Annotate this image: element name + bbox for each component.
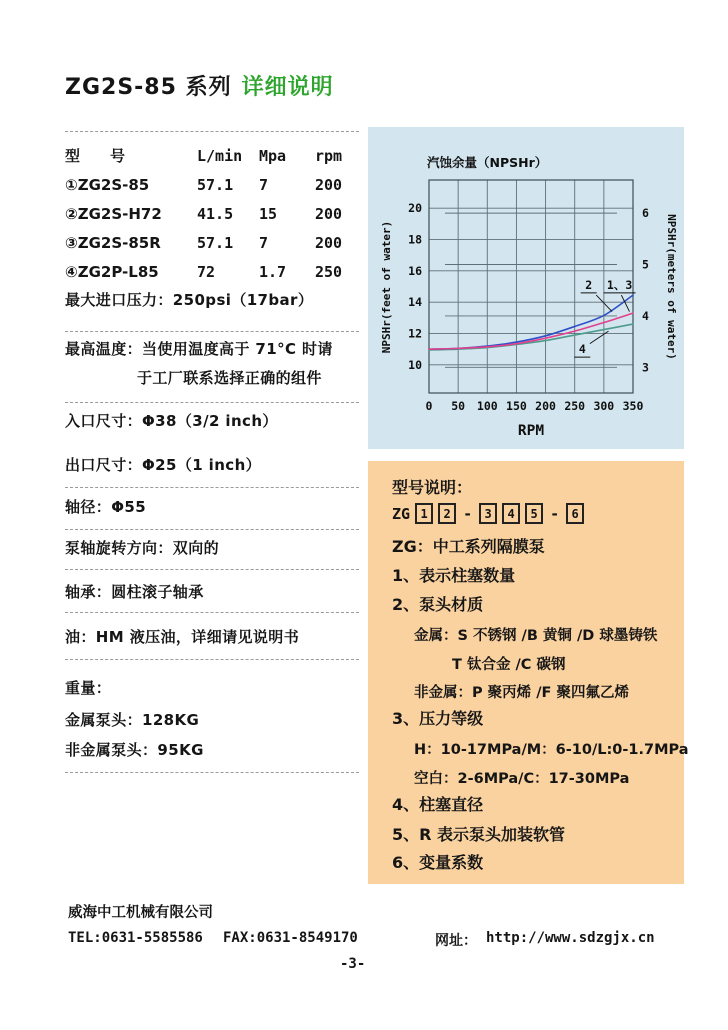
svg-text:NPSHr(feet of water): NPSHr(feet of water): [380, 220, 393, 354]
svg-text:200: 200: [535, 399, 556, 413]
svg-text:0: 0: [425, 399, 433, 413]
svg-text:3: 3: [642, 360, 649, 375]
table-row-mpa: 1.7: [259, 263, 287, 281]
model-code-box-4: 4: [502, 503, 520, 524]
model-panel-title: 型号说明：: [392, 478, 473, 497]
table-row-lmin: 57.1: [197, 176, 234, 194]
table-row-model: ②ZG2S-H72: [65, 205, 162, 223]
svg-text:汽蚀余量（NPSHr）: 汽蚀余量（NPSHr）: [427, 155, 548, 170]
footer-tel: TEL:0631-5585586: [68, 930, 203, 946]
model-panel-line: 6、变量系数: [392, 853, 484, 872]
table-header-lmin: L/min: [197, 147, 243, 165]
spec-table: [65, 146, 365, 282]
model-panel-line: 非金属：P 聚丙烯 /F 聚四氟乙烯: [414, 685, 629, 701]
svg-text:50: 50: [451, 399, 466, 413]
model-code-box-1: 1: [415, 503, 433, 524]
spec-shaft-diameter: 轴径：Φ55: [65, 498, 147, 516]
title-model: ZG2S-85 系列: [65, 75, 232, 100]
spec-bearing: 轴承：圆柱滚子轴承: [65, 583, 204, 601]
svg-text:5: 5: [642, 257, 649, 272]
svg-text:1、3: 1、3: [606, 277, 633, 292]
footer-web-url: http://www.sdzgjx.cn: [486, 930, 655, 946]
model-code-panel: [368, 461, 689, 884]
spec-weight-metal: 金属泵头：128KG: [65, 711, 200, 729]
spec-max-temp-line1: 最高温度：当使用温度高于 71°C 时请: [65, 340, 333, 358]
spec-weight-title: 重量：: [65, 679, 112, 697]
footer-fax: FAX:0631-8549170: [223, 930, 358, 946]
svg-text:4: 4: [578, 342, 586, 357]
table-row-lmin: 72: [197, 263, 216, 281]
model-code-dash: -: [550, 504, 560, 523]
svg-text:14: 14: [408, 295, 422, 310]
model-code-box-6: 6: [566, 503, 584, 524]
table-row-rpm: 200: [315, 234, 343, 252]
spec-inlet-size: 入口尺寸：Φ38（3/2 inch）: [65, 412, 278, 430]
npshr-chart-panel: [368, 127, 684, 449]
spec-outlet-size: 出口尺寸：Φ25（1 inch）: [65, 456, 262, 474]
page-title: [65, 70, 334, 101]
svg-text:150: 150: [506, 399, 527, 413]
model-code-box-5: 5: [525, 503, 543, 524]
spec-max-temp-line2: 于工厂联系选择正确的组件: [137, 369, 322, 387]
table-header-model: 型 号: [65, 147, 126, 165]
model-code-line: [392, 503, 584, 524]
model-panel-line: 金属：S 不锈钢 /B 黄铜 /D 球墨铸铁: [414, 628, 658, 644]
model-code-box-3: 3: [479, 503, 497, 524]
model-panel-line: H：10-17MPa/M：6-10/L:0-1.7MPa: [414, 742, 689, 758]
title-subtitle: 详细说明: [241, 75, 334, 100]
table-row-lmin: 57.1: [197, 234, 234, 252]
table-row-model: ④ZG2P-L85: [65, 263, 159, 281]
svg-text:18: 18: [408, 232, 422, 247]
model-code-dash: -: [463, 504, 473, 523]
dashed-separator: [65, 487, 359, 488]
model-panel-line: ZG：中工系列隔膜泵: [392, 537, 545, 556]
model-panel-line: 2、泵头材质: [392, 595, 484, 614]
model-panel-line: 4、柱塞直径: [392, 795, 484, 814]
table-header-rpm: rpm: [315, 147, 343, 165]
table-row-mpa: 7: [259, 234, 269, 252]
spec-max-inlet-pressure: 最大进口压力：250psi（17bar）: [65, 291, 314, 309]
footer-company: 威海中工机械有限公司: [68, 905, 213, 921]
svg-text:12: 12: [408, 326, 422, 341]
table-row-rpm: 200: [315, 176, 343, 194]
svg-text:16: 16: [408, 263, 422, 278]
dashed-separator: [65, 331, 359, 332]
svg-text:250: 250: [564, 399, 586, 413]
table-row-rpm: 250: [315, 263, 343, 281]
model-panel-line: T 钛合金 /C 碳钢: [452, 657, 566, 673]
svg-text:RPM: RPM: [517, 423, 545, 439]
model-panel-line: 3、压力等级: [392, 709, 484, 728]
dashed-separator: [65, 772, 359, 773]
svg-text:2: 2: [585, 277, 593, 292]
svg-text:NPSHr(meters of water): NPSHr(meters of water): [665, 214, 678, 360]
footer-web-label: 网址：: [435, 933, 477, 949]
model-panel-line: 空白：2-6MPa/C：17-30MPa: [414, 771, 630, 787]
page-number: -3-: [340, 956, 366, 972]
dashed-separator: [65, 569, 359, 570]
svg-text:10: 10: [408, 357, 422, 372]
model-panel-line: 1、表示柱塞数量: [392, 566, 516, 585]
dashed-separator: [65, 659, 359, 660]
dashed-separator: [65, 131, 359, 132]
svg-text:4: 4: [642, 308, 649, 323]
npshr-chart-svg: [368, 127, 684, 449]
svg-text:300: 300: [593, 399, 615, 413]
dashed-separator: [65, 529, 359, 530]
table-row-rpm: 200: [315, 205, 343, 223]
spec-oil: 油：HM 液压油，详细请见说明书: [65, 628, 300, 646]
model-code-box-2: 2: [438, 503, 456, 524]
model-code-prefix: ZG: [392, 504, 411, 523]
svg-text:20: 20: [408, 201, 422, 216]
dashed-separator: [65, 402, 359, 403]
svg-text:350: 350: [622, 399, 644, 413]
table-row-model: ①ZG2S-85: [65, 176, 150, 194]
table-row-lmin: 41.5: [197, 205, 234, 223]
dashed-separator: [65, 612, 359, 613]
spec-weight-nonmetal: 非金属泵头：95KG: [65, 741, 204, 759]
svg-text:6: 6: [642, 206, 649, 221]
table-row-mpa: 15: [259, 205, 278, 223]
table-header-mpa: Mpa: [259, 147, 287, 165]
table-row-mpa: 7: [259, 176, 269, 194]
table-row-model: ③ZG2S-85R: [65, 234, 161, 252]
svg-text:100: 100: [476, 399, 498, 413]
model-panel-line: 5、R 表示泵头加装软管: [392, 825, 566, 844]
spec-rotation: 泵轴旋转方向：双向的: [65, 539, 220, 557]
